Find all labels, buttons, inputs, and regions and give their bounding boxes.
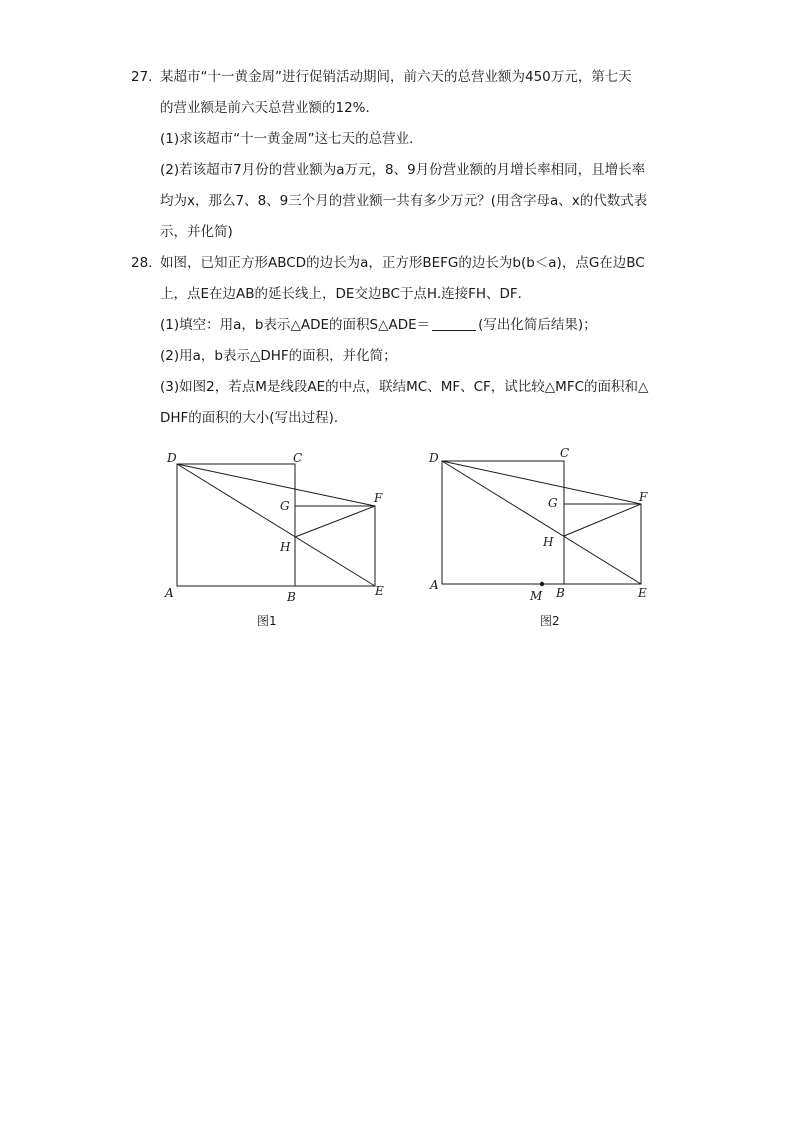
label-h: H (543, 535, 554, 549)
label-h: H (280, 540, 291, 554)
segment-de (177, 464, 375, 586)
figure-2 (424, 445, 664, 610)
q28-sub2: (2)用a，b表示△DHF的面积，并化简； (160, 348, 397, 364)
q28-line2: 上，点E在边AB的延长线上，DE交边BC于点H.连接FH、DF． (160, 286, 532, 302)
label-m: M (530, 589, 543, 603)
q27-sub2-line3: 示，并化简) (160, 224, 233, 240)
q27-line2: 的营业额是前六天总营业额的12%． (160, 100, 380, 116)
square-abcd (177, 464, 295, 586)
segment-fh (295, 506, 375, 537)
segment-fh (564, 504, 641, 536)
q28-sub3-line1: (3)如图2，若点M是线段AE的中点，联结MC、MF、CF，试比较△MFC的面积和△ (160, 379, 649, 395)
q28-number: 28. (131, 255, 153, 271)
q27-sub2-line2: 均为x，那么7、8、9三个月的营业额一共有多少万元？(用含字母a、x的代数式表 (160, 193, 648, 209)
label-a: A (165, 586, 174, 600)
label-b: B (287, 590, 296, 604)
label-f: F (374, 491, 383, 505)
label-e: E (375, 584, 384, 598)
label-e: E (638, 586, 647, 600)
figure-1-diagram (160, 445, 400, 610)
segment-de (442, 461, 641, 584)
q28-sub3-line2: DHF的面积的大小(写出过程)． (160, 410, 348, 426)
label-c: C (560, 446, 570, 460)
label-d: D (429, 451, 439, 465)
answer-blank (432, 316, 476, 331)
label-g: G (548, 496, 558, 510)
q27-number: 27. (131, 69, 153, 85)
label-d: D (167, 451, 177, 465)
point-m (540, 582, 544, 586)
figure-2-caption: 图2 (540, 614, 560, 628)
q27-sub2-line1: (2)若该超市7月份的营业额为a万元，8、9月份营业额的月增长率相同，且增长率 (160, 162, 646, 178)
square-befg (295, 506, 375, 586)
label-a: A (430, 578, 439, 592)
segment-df (442, 461, 641, 504)
label-g: G (280, 499, 290, 513)
figure-1-caption: 图1 (257, 614, 277, 628)
label-c: C (293, 451, 303, 465)
segment-df (177, 464, 375, 506)
q28-sub1-prefix: (1)填空：用a，b表示△ADE的面积S△ADE＝ (160, 317, 431, 333)
figure-2-diagram (424, 445, 664, 610)
figure-1 (160, 445, 400, 610)
q28-line1: 如图，已知正方形ABCD的边长为a，正方形BEFG的边长为b(b＜a)，点G在边BC (160, 255, 645, 271)
q28-sub1-suffix: (写出化简后结果)； (478, 317, 597, 333)
q27-line1: 某超市“十一黄金周”进行促销活动期间，前六天的总营业额为450万元，第七天 (160, 69, 632, 85)
q28-sub1 (160, 315, 597, 335)
label-f: F (639, 490, 648, 504)
q27-sub1: (1)求该超市“十一黄金周”这七天的总营业． (160, 131, 423, 147)
label-b: B (556, 586, 565, 600)
square-abcd (442, 461, 564, 584)
